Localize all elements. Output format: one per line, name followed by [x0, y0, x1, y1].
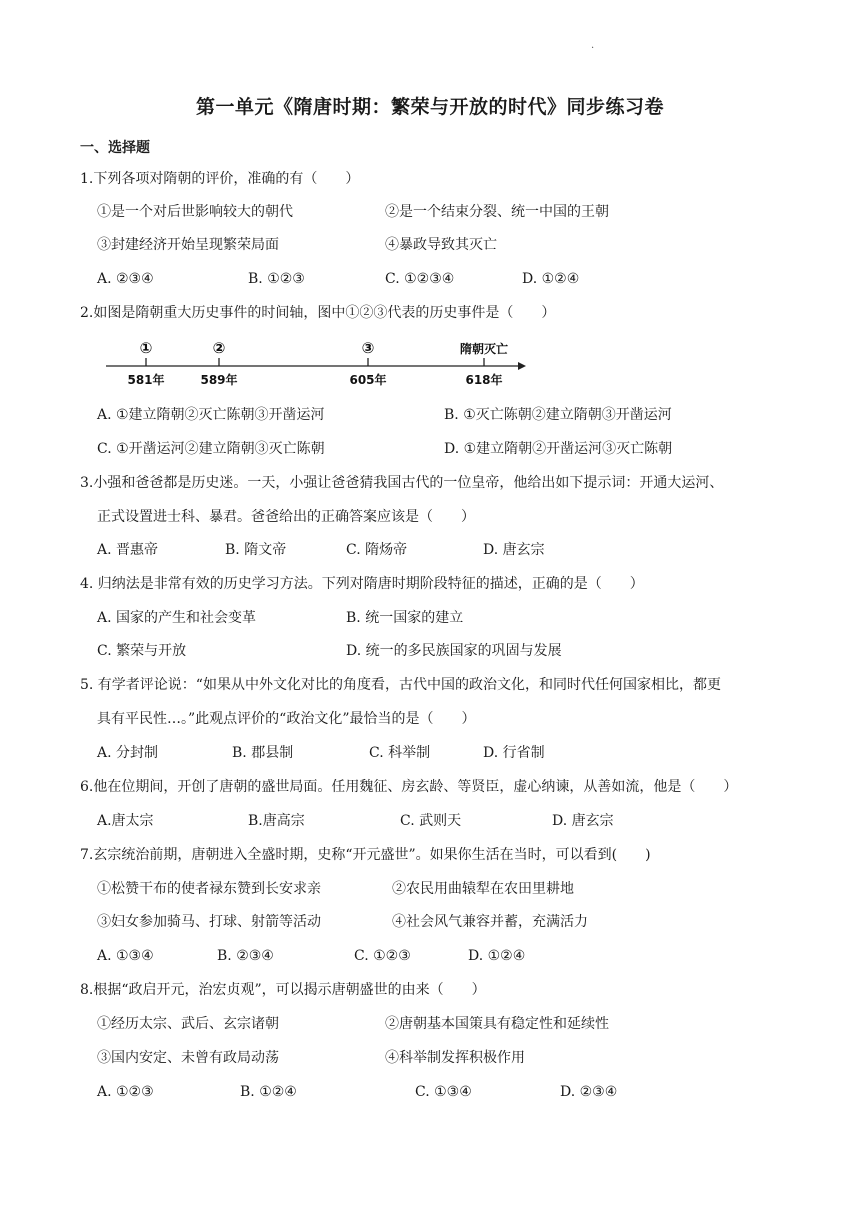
q1-option-c[interactable]: C. ①②③④	[385, 271, 455, 287]
q6-option-b[interactable]: B.唐高宗	[248, 813, 305, 829]
header-mark: .	[591, 40, 595, 51]
q8-statement-1: ①经历太宗、武后、玄宗诸朝	[97, 1016, 279, 1032]
q8-statement-3: ③国内安定、未曾有政局动荡	[97, 1050, 279, 1066]
timeline-event-4: 隋朝灭亡	[459, 342, 509, 356]
timeline-year-1: 581年	[127, 373, 165, 387]
q1-statement-1: ①是一个对后世影响较大的朝代	[97, 204, 293, 220]
q5-option-c[interactable]: C. 科举制	[369, 745, 431, 761]
q1-option-b[interactable]: B. ①②③	[248, 271, 305, 287]
q5-option-b[interactable]: B. 郡县制	[232, 745, 294, 761]
q6-option-c[interactable]: C. 武则天	[400, 813, 462, 829]
q7-option-d[interactable]: D. ①②④	[468, 948, 526, 964]
q8-statement-2: ②唐朝基本国策具有稳定性和延续性	[385, 1016, 609, 1032]
q4-option-b[interactable]: B. 统一国家的建立	[346, 610, 464, 626]
question-3-stem-line-1: 3.小强和爸爸都是历史迷。一天，小强让爸爸猜我国古代的一位皇帝，他给出如下提示词：开通大运河、	[80, 475, 724, 491]
question-6-stem: 6.他在位期间，开创了唐朝的盛世局面。任用魏征、房玄龄、等贤臣，虚心纳谏，从善如流，他是（ ）	[80, 779, 738, 795]
q4-option-c[interactable]: C. 繁荣与开放	[97, 643, 187, 659]
q8-option-d[interactable]: D. ②③④	[560, 1084, 618, 1100]
timeline-event-1: ①	[139, 339, 153, 357]
q7-statement-2: ②农民用曲辕犁在农田里耕地	[392, 881, 574, 897]
q5-option-a[interactable]: A. 分封制	[97, 745, 159, 761]
q3-option-d[interactable]: D. 唐玄宗	[483, 542, 545, 558]
q1-option-d[interactable]: D. ①②④	[522, 271, 580, 287]
question-5-stem-line-2: 具有平民性…。”此观点评价的“政治文化”最恰当的是（ ）	[97, 711, 476, 727]
timeline-arrow	[518, 362, 526, 370]
q7-statement-4: ④社会风气兼容并蓄，充满活力	[392, 914, 588, 930]
question-5-stem-line-1: 5. 有学者评论说：“如果从中外文化对比的角度看，古代中国的政治文化，和同时代任何国家相比，都更	[80, 677, 721, 693]
q5-option-d[interactable]: D. 行省制	[483, 745, 545, 761]
q7-option-a[interactable]: A. ①③④	[97, 948, 154, 964]
section-heading: 一、选择题	[80, 140, 150, 156]
question-3-stem-line-2: 正式设置进士科、暴君。爸爸给出的正确答案应该是（ ）	[97, 509, 475, 525]
question-7-stem: 7.玄宗统治前期，唐朝进入全盛时期，史称“开元盛世”。如果你生活在当时，可以看到( )	[80, 847, 651, 863]
q3-option-b[interactable]: B. 隋文帝	[225, 542, 287, 558]
q7-option-b[interactable]: B. ②③④	[217, 948, 274, 964]
q8-option-b[interactable]: B. ①②④	[240, 1084, 297, 1100]
q7-option-c[interactable]: C. ①②③	[354, 948, 411, 964]
timeline-event-2: ②	[212, 339, 226, 357]
q7-statement-3: ③妇女参加骑马、打球、射箭等活动	[97, 914, 321, 930]
q4-option-d[interactable]: D. 统一的多民族国家的巩固与发展	[346, 643, 562, 659]
q1-statement-3: ③封建经济开始呈现繁荣局面	[97, 237, 279, 253]
q2-option-b[interactable]: B. ①灭亡陈朝②建立隋朝③开凿运河	[444, 407, 672, 423]
q2-option-d[interactable]: D. ①建立隋朝②开凿运河③灭亡陈朝	[444, 441, 673, 457]
timeline-year-3: 605年	[349, 373, 387, 387]
timeline-year-4: 618年	[465, 373, 503, 387]
timeline-year-2: 589年	[200, 373, 238, 387]
q8-option-a[interactable]: A. ①②③	[97, 1084, 154, 1100]
question-4-stem: 4. 归纳法是非常有效的历史学习方法。下列对隋唐时期阶段特征的描述，正确的是（ ）	[80, 576, 644, 592]
q1-option-a[interactable]: A. ②③④	[97, 271, 154, 287]
question-1-stem: 1.下列各项对隋朝的评价，准确的有（ ）	[80, 171, 360, 187]
timeline-figure	[104, 336, 534, 396]
question-2-stem: 2.如图是隋朝重大历史事件的时间轴，图中①②③代表的历史事件是（ ）	[80, 305, 556, 321]
q6-option-a[interactable]: A.唐太宗	[97, 813, 154, 829]
page-title: 第一单元《隋唐时期：繁荣与开放的时代》同步练习卷	[195, 96, 664, 118]
q8-statement-4: ④科举制发挥积极作用	[385, 1050, 525, 1066]
q3-option-a[interactable]: A. 晋惠帝	[97, 542, 159, 558]
q1-statement-4: ④暴政导致其灭亡	[385, 237, 497, 253]
question-8-stem: 8.根据“政启开元，治宏贞观”，可以揭示唐朝盛世的由来（ ）	[80, 982, 486, 998]
q7-statement-1: ①松赞干布的使者禄东赞到长安求亲	[97, 881, 321, 897]
q2-option-a[interactable]: A. ①建立隋朝②灭亡陈朝③开凿运河	[97, 407, 325, 423]
q8-option-c[interactable]: C. ①③④	[415, 1084, 472, 1100]
q3-option-c[interactable]: C. 隋炀帝	[346, 542, 408, 558]
q2-option-c[interactable]: C. ①开凿运河②建立隋朝③灭亡陈朝	[97, 441, 325, 457]
timeline-event-3: ③	[361, 339, 375, 357]
q6-option-d[interactable]: D. 唐玄宗	[552, 813, 614, 829]
q4-option-a[interactable]: A. 国家的产生和社会变革	[97, 610, 257, 626]
q1-statement-2: ②是一个结束分裂、统一中国的王朝	[385, 204, 609, 220]
